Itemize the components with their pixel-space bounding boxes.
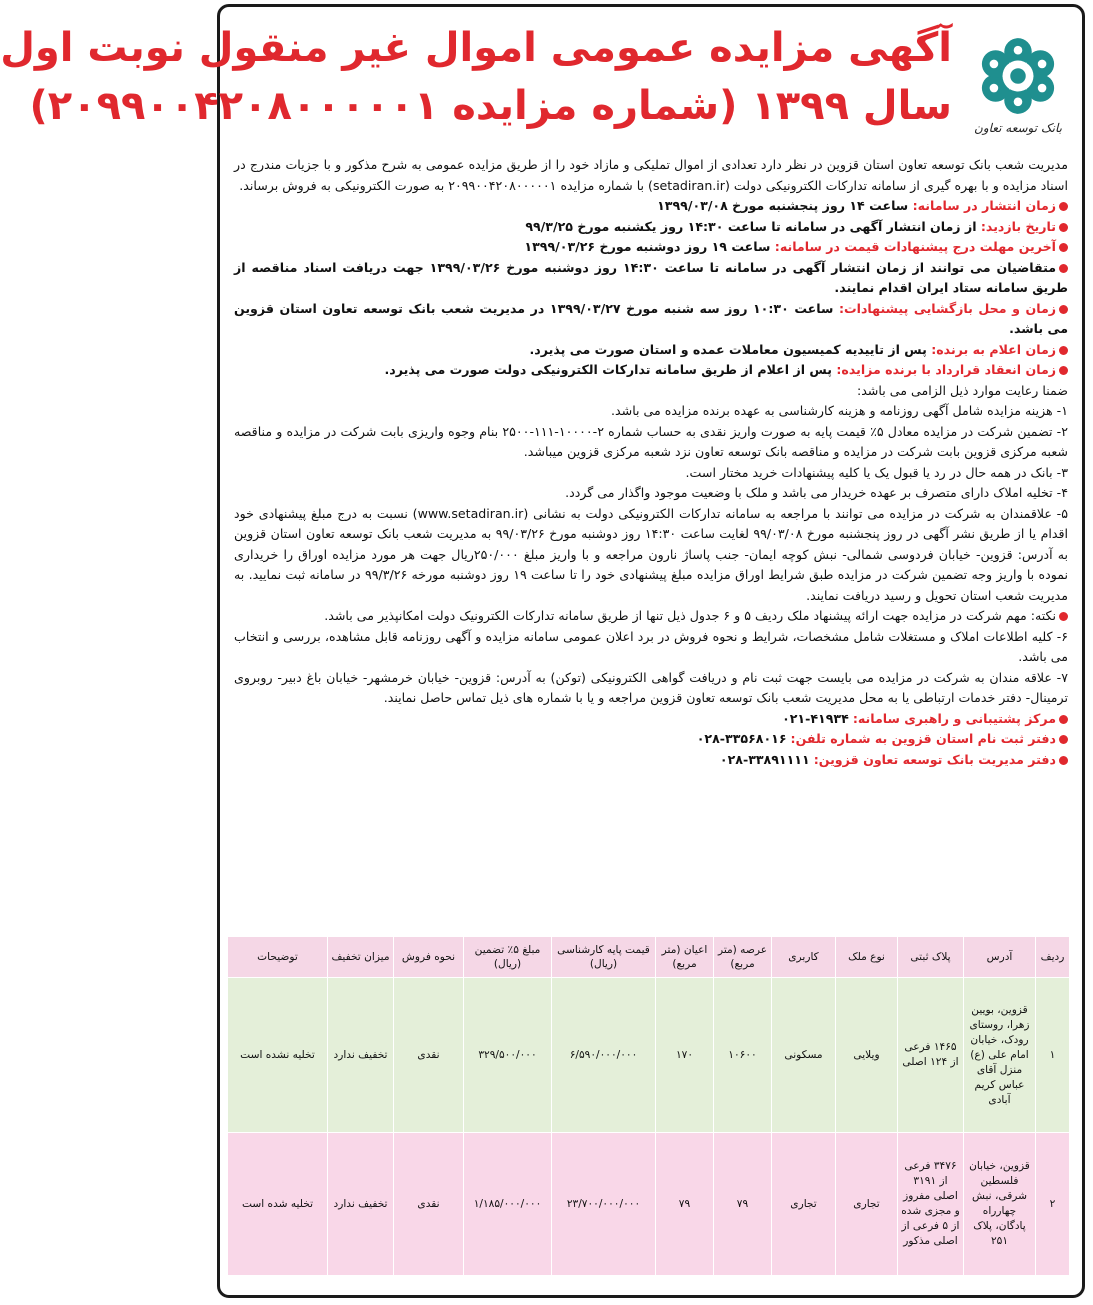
intro-paragraph: مدیریت شعب بانک توسعه تعاون استان قزوین در نظر دارد تعدادی از اموال تملیکی و مازاد خود را از طریق مزایده عمومی به شرح مذکور و با جزیات مندرج در اسناد مزایده و با بهره گیری از سامانه تدارکات الکترونیکی دولت (setadiran.ir) با شماره مزایده ۲۰۹۹۰۰۴۲۰۸۰۰۰۰۰۱ به صورت الکترونیکی به فروش برساند. bbox=[234, 157, 1068, 193]
table-cell: ۲ bbox=[1036, 1133, 1070, 1276]
schedule-item: آخرین مهلت درج پیشنهادات قیمت در سامانه: ساعت ۱۹ روز دوشنبه مورخ ۱۳۹۹/۰۳/۲۶ bbox=[234, 237, 1068, 258]
contact-management: دفتر مدیریت بانک توسعه تعاون قزوین: ۳۳۸۹۱۱۱۱-۰۲۸ bbox=[234, 750, 1068, 771]
col-header: آدرس bbox=[964, 937, 1036, 978]
table-cell: ۱/۱۸۵/۰۰۰/۰۰۰ bbox=[464, 1133, 552, 1276]
header bbox=[0, 15, 1082, 157]
col-header: قیمت پایه کارشناسی (ریال) bbox=[552, 937, 656, 978]
schedule-item: متقاضیان می توانند از زمان انتشار آگهی در سامانه تا ساعت ۱۴:۳۰ روز دوشنبه مورخ ۱۳۹۹/۰۳/۲۶ جهت دریافت اسناد مناقصه از طریق سامانه ستاد ایران اقدام نمایند. bbox=[234, 259, 1068, 295]
bank-flower-logo-icon bbox=[975, 33, 1061, 119]
col-header: پلاک ثبتی bbox=[898, 937, 964, 978]
col-header: میزان تخفیف bbox=[328, 937, 394, 978]
conditions-intro: ضمنا رعایت موارد ذیل الزامی می باشد: bbox=[856, 382, 1068, 398]
title-line-2: سال ۱۳۹۹ (شماره مزایده ۲۰۹۹۰۰۴۲۰۸۰۰۰۰۰۱) bbox=[29, 83, 952, 129]
bank-logo bbox=[968, 33, 1068, 153]
schedule-item: زمان و محل بازگشایی پیشنهادات: ساعت ۱۰:۳۰ روز سه شنبه مورخ ۱۳۹۹/۰۳/۲۷ در مدیریت شعب بانک توسعه تعاون استان قزوین می باشد. bbox=[234, 300, 1068, 336]
table-cell: نقدی bbox=[394, 978, 464, 1133]
note-item: نکته: مهم شرکت در مزایده جهت ارائه پیشنهاد ملک ردیف ۵ و ۶ جدول ذیل تنها از طریق سامانه تدارکات الکترونیک دولت امکانپذیر می باشد. bbox=[234, 606, 1068, 627]
col-header: توضیحات bbox=[228, 937, 328, 978]
table-cell: ۱۰۶۰۰ bbox=[714, 978, 772, 1133]
bullet-icon bbox=[1059, 223, 1068, 232]
table-cell: تخلیه نشده است bbox=[228, 978, 328, 1133]
table-cell: ویلایی bbox=[836, 978, 898, 1133]
table-cell: ۶/۵۹۰/۰۰۰/۰۰۰ bbox=[552, 978, 656, 1133]
schedule-list bbox=[234, 196, 1068, 381]
condition-4: ۴- تخلیه املاک دارای متصرف بر عهده خریدار می باشد و ملک با وضعیت موجود واگذار می گردد. bbox=[565, 485, 1068, 500]
bullet-icon bbox=[1059, 305, 1068, 314]
table-cell: ۱۷۰ bbox=[656, 978, 714, 1133]
table-row bbox=[228, 978, 1070, 1133]
table-cell: مسکونی bbox=[772, 978, 836, 1133]
condition-2: ۲- تضمین شرکت در مزایده معادل ۵٪ قیمت پایه به صورت واریز نقدی به حساب شماره ۲-۱۰۰۰۰-۱۱۱-۲۵۰۰ بنام وجوه واریزی بابت شرکت در مزایده و مناقصه شعبه مرکزی قزوین بابت شرکت در مزایده و مناقصه بانک توسعه تعاون نزد شعبه مرکزی قزوین میباشد. bbox=[234, 423, 1068, 459]
bullet-icon bbox=[1059, 243, 1068, 252]
table-cell: تخفیف ندارد bbox=[328, 978, 394, 1133]
property-table bbox=[227, 936, 1070, 1276]
table-header-row bbox=[228, 937, 1070, 978]
schedule-item: زمان انتشار در سامانه: ساعت ۱۴ روز پنجشنبه مورخ ۱۳۹۹/۰۳/۰۸ bbox=[234, 196, 1068, 217]
table-cell: ۷۹ bbox=[656, 1133, 714, 1276]
bullet-icon bbox=[1059, 264, 1068, 273]
title-block bbox=[0, 19, 952, 135]
table-cell: ۳۲۹/۵۰۰/۰۰۰ bbox=[464, 978, 552, 1133]
table-cell: ۷۹ bbox=[714, 1133, 772, 1276]
contact-support: مرکز پشتیبانی و راهبری سامانه: ۴۱۹۳۴-۰۲۱ bbox=[234, 709, 1068, 730]
table-cell: تجاری bbox=[772, 1133, 836, 1276]
table-cell: ۲۳/۷۰۰/۰۰۰/۰۰۰ bbox=[552, 1133, 656, 1276]
announcement-body bbox=[234, 155, 1068, 770]
contact-registration: دفتر ثبت نام استان قزوین به شماره تلفن: ۳۳۵۶۸۰۱۶-۰۲۸ bbox=[234, 729, 1068, 750]
table-cell: تخفیف ندارد bbox=[328, 1133, 394, 1276]
col-header: اعیان (متر مربع) bbox=[656, 937, 714, 978]
table-cell: ۱۴۶۵ فرعی از ۱۲۴ اصلی bbox=[898, 978, 964, 1133]
condition-6: ۶- کلیه اطلاعات املاک و مستغلات شامل مشخصات، شرایط و نحوه فروش در برد اعلان عمومی سامانه مزایده و آگهی روزنامه قابل مشاهده، بررسی و انتخاب می باشد. bbox=[234, 628, 1068, 664]
col-header: مبلغ ۵٪ تضمین (ریال) bbox=[464, 937, 552, 978]
bullet-icon bbox=[1059, 346, 1068, 355]
col-header: نحوه فروش bbox=[394, 937, 464, 978]
table-cell: ۱ bbox=[1036, 978, 1070, 1133]
bullet-icon bbox=[1059, 715, 1068, 724]
bullet-icon bbox=[1059, 202, 1068, 211]
table-cell: ۳۴۷۶ فرعی از ۳۱۹۱ اصلی مفروز و مجزی شده از ۵ فرعی از اصلی مذکور bbox=[898, 1133, 964, 1276]
table-row bbox=[228, 1133, 1070, 1276]
title-line-1: آگهی مزایده عمومی اموال غیر منقول نوبت اول bbox=[0, 25, 952, 71]
schedule-item: تاریخ بازدید: از زمان انتشار آگهی در سامانه تا ساعت ۱۴:۳۰ روز یکشنبه مورخ ۹۹/۳/۲۵ bbox=[234, 217, 1068, 238]
condition-3: ۳- بانک در همه حال در رد یا قبول یک یا کلیه پیشنهادات خرید مختار است. bbox=[685, 464, 1068, 480]
col-header: ردیف bbox=[1036, 937, 1070, 978]
col-header: عرصه (متر مربع) bbox=[714, 937, 772, 978]
schedule-item: زمان انعقاد قرارداد با برنده مزایده: پس از اعلام از طریق سامانه تدارکات الکترونیکی دولت صورت می پذیرد. bbox=[234, 360, 1068, 381]
table-cell: نقدی bbox=[394, 1133, 464, 1276]
col-header: کاربری bbox=[772, 937, 836, 978]
col-header: نوع ملک bbox=[836, 937, 898, 978]
schedule-item: زمان اعلام به برنده: پس از تاییدیه کمیسیون معاملات عمده و استان صورت می پذیرد. bbox=[234, 340, 1068, 361]
table-cell: تخلیه شده است bbox=[228, 1133, 328, 1276]
condition-7: ۷- علاقه مندان به شرکت در مزایده می بایست جهت ثبت نام و دریافت گواهی الکترونیکی (توکن) به آدرس: قزوین- خیابان خرمشهر- خیابان باغ دبیر- روبروی ترمینال- دفتر خدمات ارتباطی یا به محل مدیریت شعب بانک توسعه تعاون قزوین مراجعه و یا با شماره های ذیل تماس حاصل نمایند. bbox=[234, 669, 1068, 705]
bullet-icon bbox=[1059, 366, 1068, 375]
table-cell: تجاری bbox=[836, 1133, 898, 1276]
table-cell: قزوین، بویین زهرا، روستای رودک، خیابان امام علی (ع) منزل آقای عباس کریم آبادی bbox=[964, 978, 1036, 1133]
condition-5: ۵- علاقمندان به شرکت در مزایده می توانند با مراجعه به سامانه تدارکات الکترونیکی دولت به نشانی (www.setadiran.ir) نسبت به درج مبلغ پیشنهادی خود اقدام یا از طریق نشر آگهی در روز پنجشنبه مورخ ۹۹/۰۳/۰۸ لغایت ساعت ۱۴:۳۰ روز دوشنبه مورخ ۹۹/۰۳/۲۶ به مدیریت شعب بانک توسعه تعاون استان قزوین به آدرس: قزوین- خیابان فردوسی شمالی- نبش کوچه ایمان- جنب پاساژ نارون مراجعه و با واریز مبلغ ۲۵۰/۰۰۰ریال جهت هر مورد مزایده اوراق را خریداری نموده با واریز وجه تضمین شرکت در مزایده طبق شرایط اوراق مزایده مبلغ پیشنهادی خود را تا ساعت ۱۹ روز دوشنبه مورخه ۹۹/۳/۲۶ در سامانه ثبت نمایید. به مدیریت شعب استان تحویل و رسید دریافت نمایند. bbox=[234, 505, 1069, 603]
logo-caption: بانک توسعه تعاون bbox=[974, 121, 1062, 135]
condition-1: ۱- هزینه مزایده شامل آگهی روزنامه و هزینه کارشناسی به عهده برنده مزایده می باشد. bbox=[611, 403, 1068, 418]
bullet-icon bbox=[1059, 612, 1068, 621]
bullet-icon bbox=[1059, 756, 1068, 765]
table-cell: قزوین، خیابان فلسطین شرقی، نبش چهارراه پادگان، پلاک ۲۵۱ bbox=[964, 1133, 1036, 1276]
bullet-icon bbox=[1059, 735, 1068, 744]
